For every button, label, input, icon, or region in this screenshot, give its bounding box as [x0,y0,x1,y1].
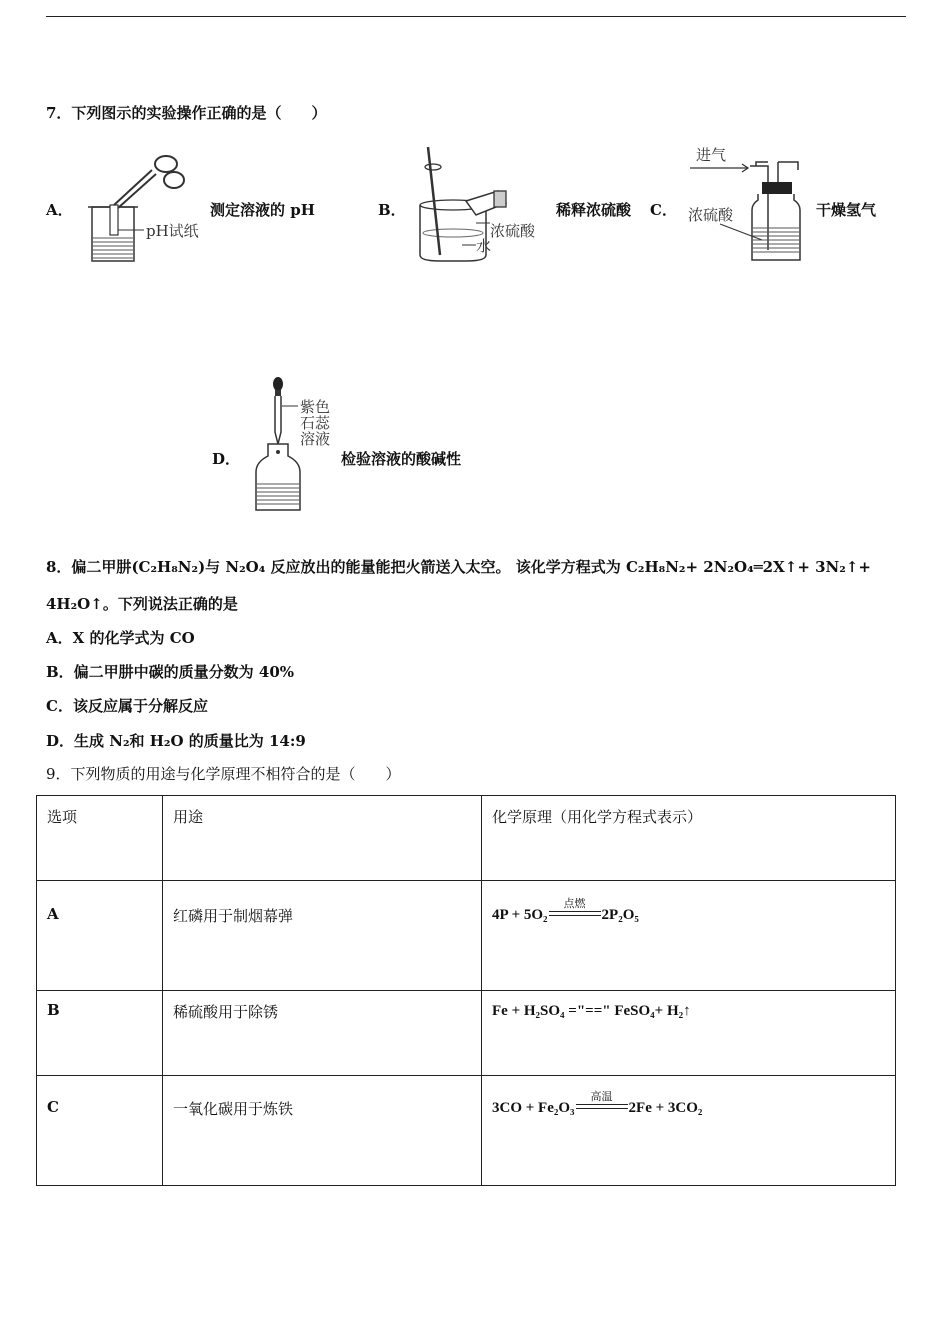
q8-stem-line1: 8．偏二甲肼(C₂H₈N₂)与 N₂O₄ 反应放出的能量能把火箭送入太空。 该化学方程式为 C₂H₈N₂+ 2N₂O₄═2X↑+ 3N₂↑+ [46,558,871,576]
q9-table [36,795,896,1186]
litmus-label-3: 溶液 [300,430,331,448]
row-c-equation [482,1076,896,1186]
q7-option-b-text: 稀释浓硫酸 [556,201,632,219]
reaction-condition-arrow [576,1090,628,1115]
q7-option-c-letter: C． [650,201,677,219]
dry-hydrogen-figure [686,140,811,266]
row-a-eq-right: 2P₂O₅ [601,907,639,923]
q7-option-d-text: 检验溶液的酸碱性 [341,450,462,468]
header-principle: 化学原理（用化学方程式表示） [482,796,896,881]
row-c-use: 一氧化碳用于炼铁 [163,1076,482,1186]
litmus-label-1: 紫色 [300,398,331,416]
q7-option-d-letter: D． [212,450,241,468]
q9-stem: 9．下列物质的用途与化学原理不相符合的是（ ） [46,765,401,783]
row-a-equation [482,881,896,991]
table-row [37,881,896,991]
q7-option-c-text: 干燥氢气 [816,201,877,219]
row-c-eq-right: 2Fe + 3CO₂ [628,1100,703,1116]
table-row [37,991,896,1076]
water-label-b: 水 [476,237,492,255]
header-rule [46,16,906,17]
litmus-label-2: 石蕊 [300,414,331,432]
ph-paper-label: pH试纸 [146,222,199,240]
row-c-option: C [37,1076,163,1186]
q8-option-a: A．X 的化学式为 CO [46,629,195,647]
row-c-condition: 高温 [590,1090,613,1103]
row-a-option: A [37,881,163,991]
q7-option-b-letter: B． [378,201,406,219]
row-b-option: B [37,991,163,1076]
ph-test-figure [80,150,210,266]
q7-stem: 7．下列图示的实验操作正确的是（ ） [46,104,327,122]
dilute-acid-figure [410,143,550,268]
row-b-eq: Fe + H₂SO₄ ="==" FeSO₄+ H₂↑ [492,1003,691,1019]
acid-label-b: 浓硫酸 [490,222,536,240]
q8-option-b: B．偏二甲肼中碳的质量分数为 40% [46,663,295,681]
row-b-equation [482,991,896,1076]
table-row [37,1076,896,1186]
row-c-eq-left: 3CO + Fe₂O₃ [492,1100,575,1116]
q7-option-a-text: 测定溶液的 pH [210,201,315,219]
q8-option-d: D．生成 N₂和 H₂O 的质量比为 14:9 [46,732,306,750]
q7-option-a-letter: A． [46,201,73,219]
row-b-use: 稀硫酸用于除锈 [163,991,482,1076]
reaction-condition-arrow [549,897,601,922]
acid-label-c: 浓硫酸 [688,206,734,224]
q8-stem-line2: 4H₂O↑。下列说法正确的是 [46,595,238,613]
header-use: 用途 [163,796,482,881]
row-a-condition: 点燃 [563,897,586,910]
row-a-use: 红磷用于制烟幕弹 [163,881,482,991]
row-a-eq-left: 4P + 5O₂ [492,907,548,923]
table-header-row [37,796,896,881]
q8-option-c: C．该反应属于分解反应 [46,697,208,715]
header-option: 选项 [37,796,163,881]
inlet-label: 进气 [696,146,727,164]
litmus-test-figure [248,372,340,516]
